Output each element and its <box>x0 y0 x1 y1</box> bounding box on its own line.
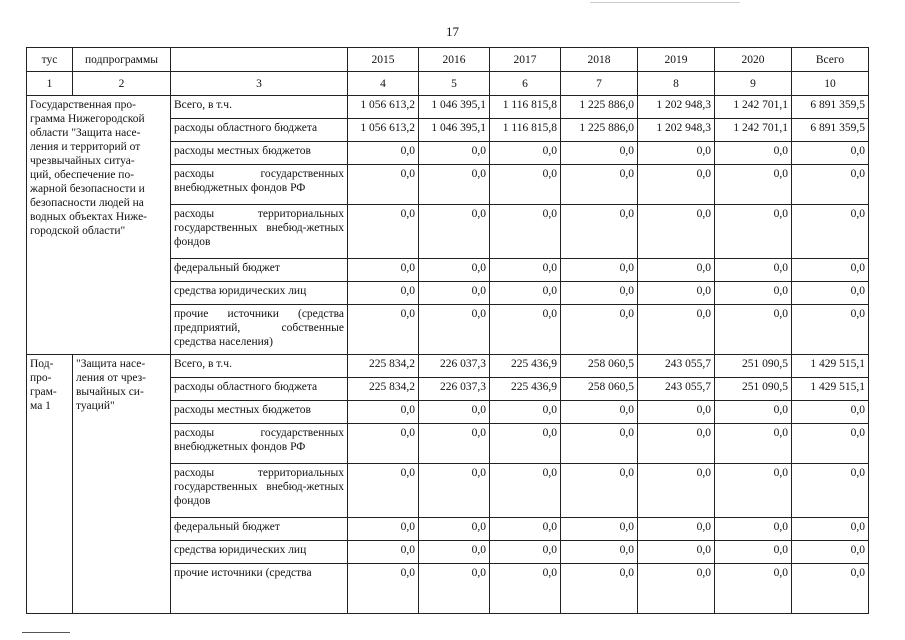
value-cell: 0,0 <box>490 142 561 165</box>
value-cell: 1 046 395,1 <box>419 96 490 119</box>
col-num: 4 <box>348 72 419 96</box>
value-cell: 0,0 <box>561 259 638 282</box>
value-cell: 0,0 <box>638 401 715 424</box>
funding-source-label: федеральный бюджет <box>171 259 348 282</box>
value-cell: 0,0 <box>792 205 869 259</box>
value-cell: 0,0 <box>715 305 792 355</box>
value-cell: 1 225 886,0 <box>561 119 638 142</box>
value-cell: 0,0 <box>419 518 490 541</box>
header-status: тус <box>27 48 73 72</box>
header-row <box>27 48 869 72</box>
header-total: Всего <box>792 48 869 72</box>
value-cell: 0,0 <box>792 401 869 424</box>
value-cell: 1 116 815,8 <box>490 96 561 119</box>
value-cell: 0,0 <box>490 282 561 305</box>
value-cell: 1 242 701,1 <box>715 119 792 142</box>
funding-source-label: Всего, в т.ч. <box>171 355 348 378</box>
value-cell: 258 060,5 <box>561 378 638 401</box>
funding-source-label: Всего, в т.ч. <box>171 96 348 119</box>
value-cell: 1 429 515,1 <box>792 378 869 401</box>
col-num: 10 <box>792 72 869 96</box>
value-cell: 0,0 <box>638 165 715 205</box>
value-cell: 225 834,2 <box>348 378 419 401</box>
value-cell: 0,0 <box>715 142 792 165</box>
value-cell: 1 242 701,1 <box>715 96 792 119</box>
funding-source-label: прочие источники (средства <box>171 564 348 614</box>
value-cell: 0,0 <box>561 205 638 259</box>
value-cell: 0,0 <box>490 424 561 464</box>
value-cell: 0,0 <box>792 282 869 305</box>
value-cell: 0,0 <box>561 142 638 165</box>
value-cell: 258 060,5 <box>561 355 638 378</box>
funding-source-label: расходы областного бюджета <box>171 378 348 401</box>
value-cell: 0,0 <box>348 464 419 518</box>
value-cell: 0,0 <box>715 518 792 541</box>
value-cell: 0,0 <box>638 424 715 464</box>
col-num: 2 <box>73 72 171 96</box>
subprogram-name-cell: "Защита насе- ления от чрез- вычайных си- туаций" <box>73 355 171 614</box>
value-cell: 0,0 <box>715 564 792 614</box>
value-cell: 0,0 <box>792 142 869 165</box>
col-num: 5 <box>419 72 490 96</box>
value-cell: 0,0 <box>490 305 561 355</box>
value-cell: 0,0 <box>348 205 419 259</box>
value-cell: 0,0 <box>561 424 638 464</box>
value-cell: 0,0 <box>490 464 561 518</box>
value-cell: 0,0 <box>638 464 715 518</box>
value-cell: 0,0 <box>638 541 715 564</box>
value-cell: 0,0 <box>419 541 490 564</box>
funding-source-label: расходы государственных внебюджетных фондов РФ <box>171 165 348 205</box>
value-cell: 0,0 <box>638 282 715 305</box>
header-year-2018: 2018 <box>561 48 638 72</box>
value-cell: 0,0 <box>561 401 638 424</box>
value-cell: 0,0 <box>715 401 792 424</box>
value-cell: 0,0 <box>715 259 792 282</box>
value-cell: 0,0 <box>792 541 869 564</box>
value-cell: 0,0 <box>561 464 638 518</box>
column-number-row <box>27 72 869 96</box>
col-num: 6 <box>490 72 561 96</box>
value-cell: 226 037,3 <box>419 355 490 378</box>
value-cell: 0,0 <box>348 282 419 305</box>
value-cell: 0,0 <box>715 424 792 464</box>
value-cell: 1 046 395,1 <box>419 119 490 142</box>
value-cell: 0,0 <box>792 259 869 282</box>
value-cell: 0,0 <box>561 564 638 614</box>
value-cell: 0,0 <box>490 518 561 541</box>
value-cell: 0,0 <box>561 165 638 205</box>
header-subprogram: подпрограммы <box>73 48 171 72</box>
col-num: 7 <box>561 72 638 96</box>
value-cell: 0,0 <box>419 282 490 305</box>
value-cell: 0,0 <box>490 564 561 614</box>
value-cell: 0,0 <box>490 541 561 564</box>
col-num: 1 <box>27 72 73 96</box>
header-source <box>171 48 348 72</box>
value-cell: 0,0 <box>419 424 490 464</box>
value-cell: 0,0 <box>419 305 490 355</box>
value-cell: 0,0 <box>638 205 715 259</box>
value-cell: 0,0 <box>792 518 869 541</box>
funding-source-label: прочие источники (средства предприятий, собственные средства населения) <box>171 305 348 355</box>
value-cell: 243 055,7 <box>638 355 715 378</box>
value-cell: 0,0 <box>792 305 869 355</box>
value-cell: 0,0 <box>561 305 638 355</box>
value-cell: 0,0 <box>490 401 561 424</box>
value-cell: 1 202 948,3 <box>638 119 715 142</box>
value-cell: 0,0 <box>348 564 419 614</box>
value-cell: 225 436,9 <box>490 355 561 378</box>
funding-source-label: федеральный бюджет <box>171 518 348 541</box>
value-cell: 0,0 <box>792 464 869 518</box>
value-cell: 0,0 <box>715 282 792 305</box>
value-cell: 0,0 <box>419 401 490 424</box>
value-cell: 0,0 <box>348 424 419 464</box>
header-year-2019: 2019 <box>638 48 715 72</box>
value-cell: 0,0 <box>715 541 792 564</box>
value-cell: 0,0 <box>490 259 561 282</box>
funding-source-label: расходы областного бюджета <box>171 119 348 142</box>
value-cell: 0,0 <box>419 464 490 518</box>
value-cell: 251 090,5 <box>715 378 792 401</box>
page-number: 17 <box>446 24 459 39</box>
value-cell: 0,0 <box>638 259 715 282</box>
value-cell: 0,0 <box>561 282 638 305</box>
value-cell: 251 090,5 <box>715 355 792 378</box>
value-cell: 0,0 <box>490 165 561 205</box>
col-num: 8 <box>638 72 715 96</box>
value-cell: 0,0 <box>419 165 490 205</box>
value-cell: 0,0 <box>792 424 869 464</box>
value-cell: 0,0 <box>348 305 419 355</box>
value-cell: 0,0 <box>419 564 490 614</box>
value-cell: 0,0 <box>348 142 419 165</box>
value-cell: 1 225 886,0 <box>561 96 638 119</box>
value-cell: 0,0 <box>715 205 792 259</box>
value-cell: 226 037,3 <box>419 378 490 401</box>
header-year-2020: 2020 <box>715 48 792 72</box>
value-cell: 0,0 <box>419 142 490 165</box>
funding-source-label: расходы территориальных государственных внебюд-жетных фондов <box>171 205 348 259</box>
col-num: 9 <box>715 72 792 96</box>
value-cell: 0,0 <box>348 518 419 541</box>
funding-source-label: расходы государственных внебюджетных фондов РФ <box>171 424 348 464</box>
value-cell: 0,0 <box>561 518 638 541</box>
value-cell: 1 056 613,2 <box>348 96 419 119</box>
value-cell: 0,0 <box>792 564 869 614</box>
value-cell: 6 891 359,5 <box>792 96 869 119</box>
value-cell: 0,0 <box>561 541 638 564</box>
funding-source-label: средства юридических лиц <box>171 541 348 564</box>
value-cell: 0,0 <box>348 165 419 205</box>
value-cell: 0,0 <box>638 305 715 355</box>
value-cell: 0,0 <box>792 165 869 205</box>
value-cell: 1 116 815,8 <box>490 119 561 142</box>
funding-table <box>26 47 869 614</box>
col-num: 3 <box>171 72 348 96</box>
value-cell: 243 055,7 <box>638 378 715 401</box>
value-cell: 0,0 <box>490 205 561 259</box>
value-cell: 0,0 <box>715 464 792 518</box>
value-cell: 0,0 <box>638 142 715 165</box>
value-cell: 0,0 <box>348 541 419 564</box>
value-cell: 1 056 613,2 <box>348 119 419 142</box>
header-year-2017: 2017 <box>490 48 561 72</box>
value-cell: 0,0 <box>419 205 490 259</box>
program-name-cell: Государственная про- грамма Нижегородской области "Защита насе- ления и территорий от чрезвычайных ситуа- ций, обеспечение по- жарной безопасности и безопасности людей на водных объектах Ниже- городской области" <box>27 96 171 355</box>
table-row <box>27 355 869 378</box>
header-year-2016: 2016 <box>419 48 490 72</box>
funding-source-label: расходы местных бюджетов <box>171 142 348 165</box>
table-row <box>27 96 869 119</box>
status-cell: Под- про- грам- ма 1 <box>27 355 73 614</box>
footnote-rule <box>22 632 70 633</box>
scan-top-edge <box>590 2 740 3</box>
value-cell: 225 436,9 <box>490 378 561 401</box>
value-cell: 225 834,2 <box>348 355 419 378</box>
value-cell: 1 202 948,3 <box>638 96 715 119</box>
value-cell: 0,0 <box>638 518 715 541</box>
value-cell: 0,0 <box>348 259 419 282</box>
funding-source-label: расходы местных бюджетов <box>171 401 348 424</box>
value-cell: 1 429 515,1 <box>792 355 869 378</box>
value-cell: 0,0 <box>715 165 792 205</box>
value-cell: 0,0 <box>638 564 715 614</box>
value-cell: 0,0 <box>348 401 419 424</box>
value-cell: 0,0 <box>419 259 490 282</box>
funding-source-label: средства юридических лиц <box>171 282 348 305</box>
header-year-2015: 2015 <box>348 48 419 72</box>
value-cell: 6 891 359,5 <box>792 119 869 142</box>
funding-source-label: расходы территориальных государственных внебюд-жетных фондов <box>171 464 348 518</box>
